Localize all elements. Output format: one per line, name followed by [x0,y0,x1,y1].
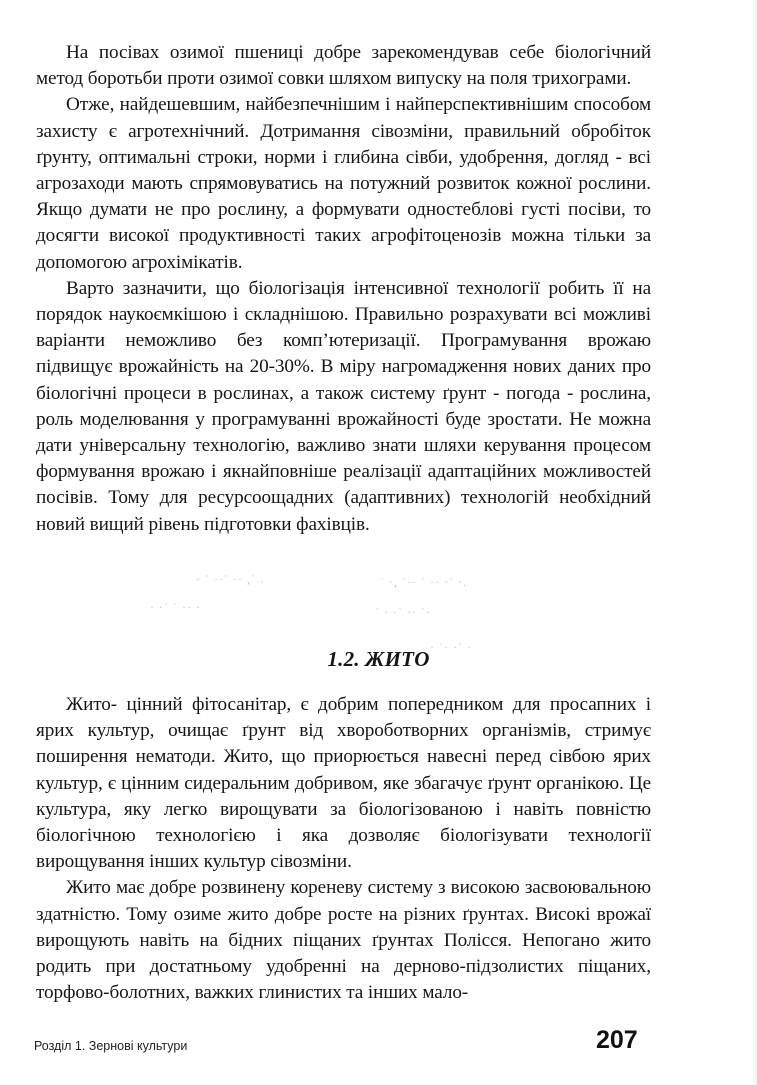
bleed-through-noise: ˙ · ·˙ ·· ˙· [375,605,431,619]
footer-section-label: Розділ 1. Зернові культури [34,1039,188,1053]
paragraph-trichogramma: На посівах озимої пшениці добре зарекомендував себе біологічний метод боротьби проти озимої совки шляхом випуску на поля трихограми. [36,42,651,90]
bleed-through-noise: ˙ ·, ˙·· ˙ ·· ·˙ ·. [380,575,467,589]
bleed-through-noise: · ˙ ··˙ ·· ,˙ . [196,572,264,586]
text-block-bottom [36,692,651,1006]
text-block-top [36,40,651,538]
bleed-through-noise: · ·˙ ˙ ·· · [150,600,201,614]
section-heading: 1.2. ЖИТО [327,647,430,671]
paragraph-biologization: Варто зазначити, що біологізація інтенсивної технології робить її на порядок наукоємкішою і складнішою. Правильно розрахувати всі можливі варіанти неможливо без комп’ютеризації. Програмування врожаю підвищує врожайність на 20-30%. В міру нагромадження нових даних про біологічні процеси в рослинах, а також систему ґрунт - погода - рослина, роль моделювання у програмуванні врожайності буде зростати. Не можна дати універсальну технологію, важливо знати шляхи керування процесом формування врожаю і якнайповніше реалізації адаптаційних можливостей посівів. Тому для ресурсоощадних (адаптивних) технологій необхідний новий вищий рівень підготовки фахівців. [36,277,651,535]
paragraph-rye-roots: Жито має добре розвинену кореневу систему з високою засвоювальною здатністю. Тому озиме жито добре росте на різних ґрунтах. Високі врожаї вирощують навіть на бідних піщаних ґрунтах Полісся. Непогано жито родить при достатньому удобренні на дерново-підзолистих піщаних, торфово-болотних, важких глинистих та інших мало- [36,877,651,1004]
bleed-through-noise: · ˙· ·˙ · [430,640,472,654]
scan-edge-shadow [751,0,757,1085]
paragraph-rye-phytosanitary: Жито- цінний фітосанітар, є добрим попередником для просапних і ярих культур, очищає ґрунт від хвороботворних організмів, стримує поширення нематоди. Жито, що приорюється навесні перед сівбою ярих культур, є цінним сидеральним добривом, яке збагачує ґрунт органікою. Це культура, яку легко вирощувати за біологізованою і навіть повністю біологічною технологією і яка дозволяє біологізувати технології вирощування інших культур сівозміни. [36,694,651,873]
page-number: 207 [596,1026,638,1054]
paragraph-agrotechnical: Отже, найдешевшим, найбезпечнішим і найперспективнішим способом захисту є агротехнічний. Дотримання сівозміни, правильний обробіток ґрунту, оптимальні строки, норми і глибина сівби, удобрення, догляд - всі агрозаходи мають спрямовуватись на потужний розвиток кожної рослини. Якщо думати не про рослину, а формувати одностеблові густі посіви, то досягти високої продуктивності таких агрофітоценозів можна тільки за допомогою агрохімікатів. [36,94,651,273]
